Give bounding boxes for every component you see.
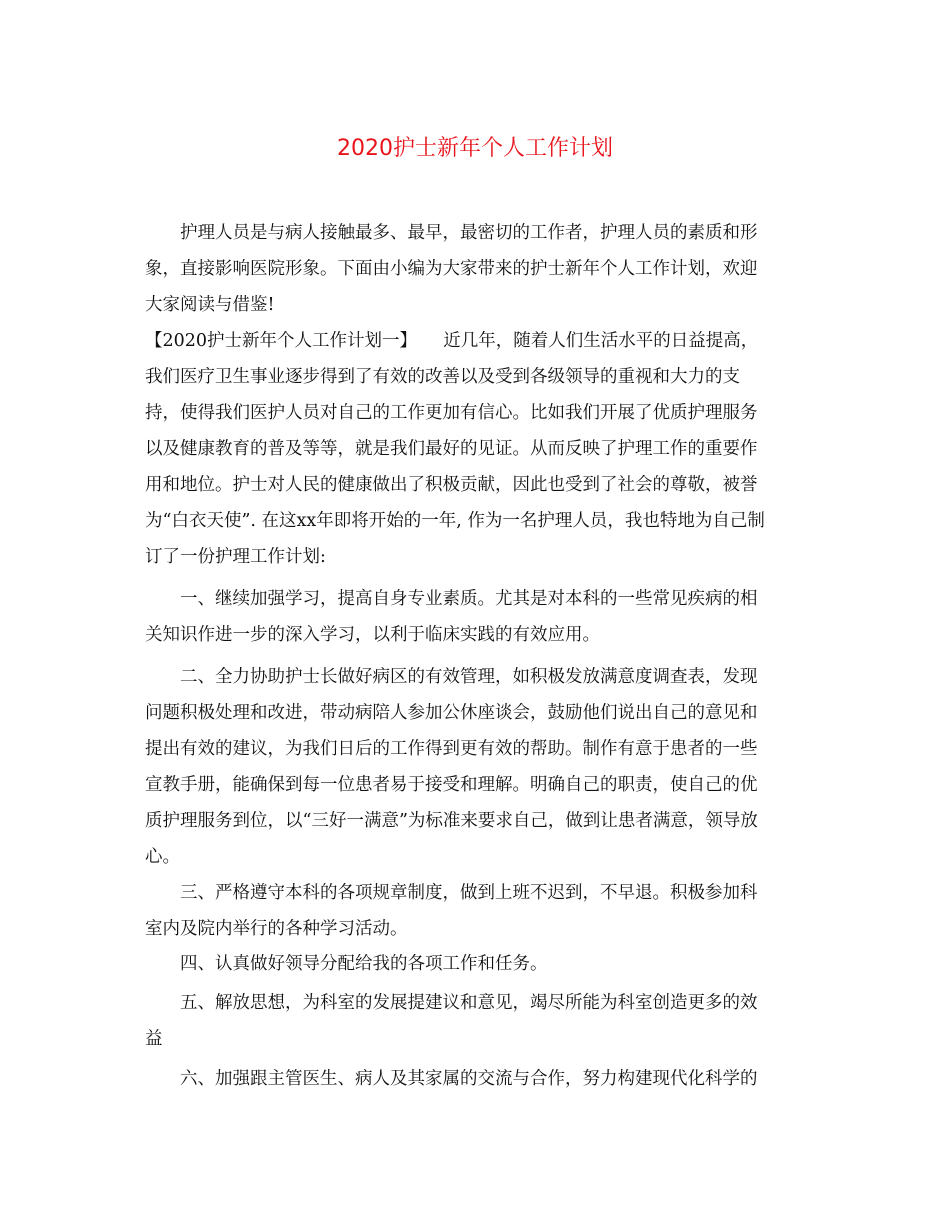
text-line: 持，使得我们医护人员对自己的工作更加有信心。比如我们开展了优质护理服务 (145, 403, 758, 423)
text-line: 室内及院内举行的各种学习活动。 (145, 919, 408, 939)
text-line: 关知识作进一步的深入学习，以利于临床实践的有效应用。 (145, 625, 600, 645)
text-line: 我们医疗卫生事业逐步得到了有效的改善以及受到各级领导的重视和大力的支 (145, 367, 740, 387)
list-item-line: 三、严格遵守本科的各项规章制度，做到上班不迟到，不早退。积极参加科 (180, 883, 758, 903)
text-line: 大家阅读与借鉴! (145, 295, 275, 315)
text-line: 质护理服务到位，以“三好一满意”为标准来要求自己，做到让患者满意，领导放 (145, 811, 758, 831)
text-line: 护理人员是与病人接触最多、最早，最密切的工作者，护理人员的素质和形 (180, 223, 758, 243)
text-line: 象，直接影响医院形象。下面由小编为大家带来的护士新年个人工作计划，欢迎 (145, 259, 758, 279)
document-title: 2020护士新年个人工作计划 (337, 136, 613, 161)
text-line: 提出有效的建议，为我们日后的工作得到更有效的帮助。制作有意于患者的一些 (145, 739, 758, 759)
text-line: 宣教手册，能确保到每一位患者易于接受和理解。明确自己的职责，使自己的优 (145, 775, 758, 795)
text-line: 为“白衣天使”. 在这xx年即将开始的一年, 作为一名护理人员，我也特地为自己制 (145, 511, 765, 531)
text-line: 用和地位。护士对人民的健康做出了积极贡献，因此也受到了社会的尊敬，被誉 (145, 475, 758, 495)
text-line: 问题积极处理和改进，带动病陪人参加公休座谈会，鼓励他们说出自己的意见和 (145, 703, 758, 723)
list-item-line: 六、加强跟主管医生、病人及其家属的交流与合作，努力构建现代化科学的 (180, 1069, 758, 1089)
list-item-line: 一、继续加强学习，提高自身专业素质。尤其是对本科的一些常见疾病的相 (180, 589, 758, 609)
list-item-line: 四、认真做好领导分配给我的各项工作和任务。 (180, 954, 548, 974)
list-item-line: 二、全力协助护士长做好病区的有效管理，如积极发放满意度调查表，发现 (180, 667, 758, 687)
list-item-line: 五、解放思想，为科室的发展提建议和意见，竭尽所能为科室创造更多的效 (180, 993, 758, 1013)
text-line: 心。 (145, 847, 180, 867)
text-line: 益 (145, 1029, 163, 1049)
text-line: 订了一份护理工作计划: (145, 547, 326, 567)
text-line: 以及健康教育的普及等等，就是我们最好的见证。从而反映了护理工作的重要作 (145, 439, 758, 459)
section-heading-line: 【2020护士新年个人工作计划一】 近几年，随着人们生活水平的日益提高， (145, 331, 759, 351)
